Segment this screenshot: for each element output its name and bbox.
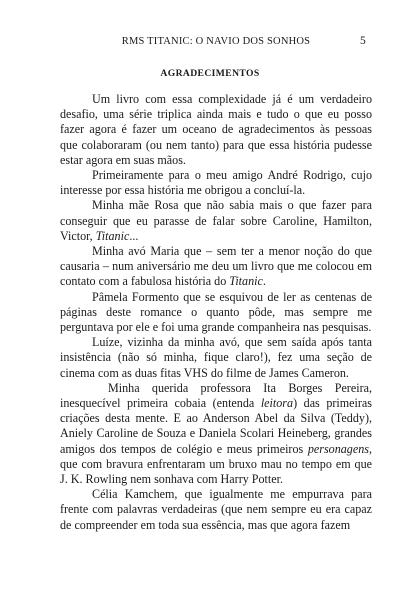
paragraph-rosa	[60, 198, 372, 244]
chapter-title: AGRADECIMENTOS	[160, 68, 260, 79]
paragraph-ita	[60, 381, 372, 487]
running-head: RMS TITANIC: O NAVIO DOS SONHOS	[121, 36, 311, 47]
paragraph-ita-mid: ) das primeiras criações desta mente. E ao Anderson Abel da Silva (Teddy), Aniely Caroline de Souza e Daniela Scolari Heineberg, grandes amigos dos tempos de colégio e meus primeiros	[60, 396, 372, 456]
paragraph-maria	[60, 244, 372, 290]
body-text	[60, 92, 372, 533]
italic-titanic: Titanic	[229, 274, 263, 289]
paragraph-celia: Célia Kamchem, que igualmente me empurrava para frente com palavras verdadeiras (que nem sempre eu era capaz de compreender em toda sua essência, mas que agora fazem	[60, 487, 372, 532]
italic-titanic: Titanic	[95, 228, 130, 243]
page-number: 5	[360, 35, 366, 47]
paragraph-ita-end: , que com bravura enfrentaram um bruxo mau no tempo em que J. K. Rowling nem sonhava com Harry Potter.	[60, 441, 372, 487]
paragraph-pamela: Pâmela Formento que se esquivou de ler as centenas de páginas deste romance o quanto pôde, mas sempre me perguntava por ele e foi uma grande companheira nas pesquisas.	[60, 289, 372, 335]
paragraph-andre: Primeiramente para o meu amigo André Rodrigo, cujo interesse por essa história me obrigou a concluí-la.	[60, 168, 372, 198]
paragraph-ita-text: Minha querida professora Ita Borges Pereira, inesquecível primeira cobaia (entenda	[60, 380, 372, 411]
paragraph-rosa-text: Minha mãe Rosa que não sabia mais o que fazer para conseguir que eu parasse de falar sobre Caroline, Hamilton, Victor,	[60, 198, 372, 243]
paragraph-rosa-end: ...	[129, 228, 139, 243]
italic-personagens: personagens	[307, 441, 369, 456]
italic-leitora: leitora	[260, 396, 294, 411]
paragraph-maria-end: .	[262, 274, 266, 289]
paragraph-intro: Um livro com essa complexidade já é um verdadeiro desafio, uma série triplica ainda mais e tudo o que eu posso fazer agora é fazer um oceano de agradecimentos às pessoas que colaboraram (ou nem tanto) para que essa história pudesse estar agora em suas mãos.	[60, 92, 372, 167]
paragraph-luize: Luíze, vizinha da minha avó, que sem saída após tanta insistência (não só minha, fique claro!), fez uma seção de cinema com as duas fitas VHS do filme de James Cameron.	[60, 335, 372, 380]
paragraph-maria-text: Minha avó Maria que – sem ter a menor noção do que causaria – num aniversário me deu um livro que me colocou em contato com a fabulosa história do	[60, 244, 372, 289]
